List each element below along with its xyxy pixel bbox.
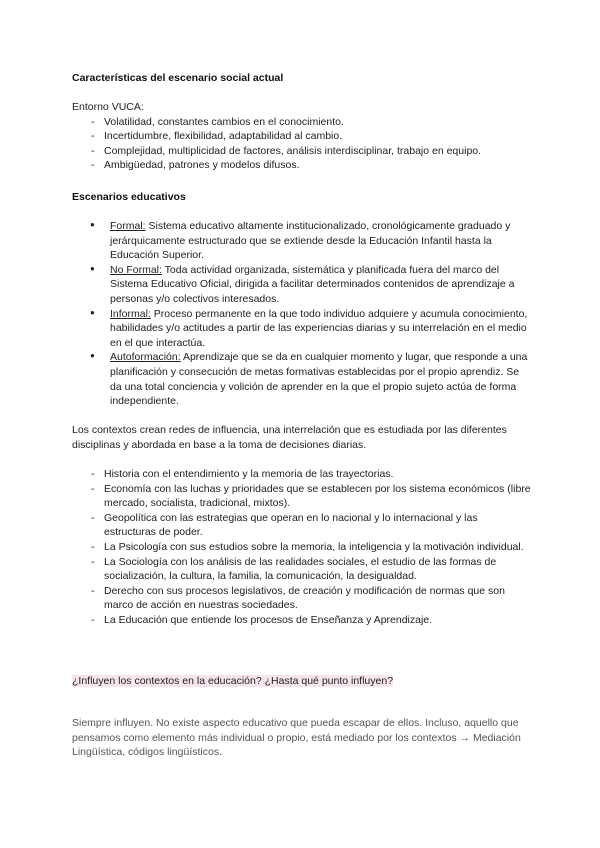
term-label: Autoformación: (110, 351, 181, 364)
list-item: - Derecho con sus procesos legislativos, de creación y modificación de normas que son marco de acción en nuestras sociedades. (72, 584, 532, 613)
term-text: Sistema educativo altamente institucionalizado, cronológicamente graduado y jerárquicamente estructurado que se extiende desde la Educación Infantil hasta la Educación Superior. (110, 220, 511, 262)
list-item (72, 307, 532, 351)
vuca-list (72, 115, 532, 173)
vuca-label: Entorno VUCA: (72, 101, 144, 113)
list-item: - La Sociología con los análisis de las realidades sociales, el estudio de las formas de socialización, la cultura, la familia, la comunicación, la desigualdad. (72, 555, 532, 584)
list-item: - La Educación que entiende los procesos de Enseñanza y Aprendizaje. (72, 613, 532, 628)
escenarios-title: Escenarios educativos (72, 191, 186, 203)
list-item: - Incertidumbre, flexibilidad, adaptabilidad al cambio. (72, 129, 532, 144)
contextos-intro: Los contextos crean redes de influencia, una interrelación que es estudiada por las diferentes disciplinas y abordada en base a la toma de decisiones diarias. (72, 424, 507, 451)
term-label: No Formal: (110, 263, 162, 276)
list-item: - Historia con el entendimiento y la memoria de las trayectorias. (72, 467, 532, 482)
answer-text: Siempre influyen. No existe aspecto educativo que pueda escapar de ellos. Incluso, aquello que pensamos como elemento más individual o propio, está mediado por los contextos → Mediación Lingüística, códigos lingüísticos. (72, 717, 521, 759)
term-text: Aprendizaje que se da en cualquier momento y lugar, que responde a una planificación y consecución de metas formativas establecidas por el propio aprendiz. Se da una total conciencia y volición de aprender en la que el propio sujeto actúa de forma independiente. (110, 351, 528, 408)
list-item (72, 263, 532, 307)
term-text: Proceso permanente en la que todo individuo adquiere y acumula conocimiento, habilidades y/o actitudes a partir de las experiencias diarias y su interrelación en el medio en el que interactúa. (110, 307, 528, 349)
list-item: - Complejidad, multiplicidad de factores, análisis interdisciplinar, trabajo en equipo. (72, 144, 532, 159)
list-item: - La Psicología con sus estudios sobre la memoria, la inteligencia y la motivación individual. (72, 540, 532, 555)
contextos-section (72, 467, 532, 628)
list-item: - Ambigüedad, patrones y modelos difusos. (72, 158, 532, 173)
list-item: - Geopolítica con las estrategias que operan en lo nacional y lo internacional y las estructuras de poder. (72, 511, 532, 540)
escenarios-section (72, 219, 532, 409)
term-label: Formal: (110, 220, 146, 232)
list-item (72, 219, 532, 263)
contextos-list (72, 467, 532, 628)
list-item: - Economía con las luchas y prioridades que se establecen por los sistema económicos (libre mercado, socialista, tradicional, mixtos). (72, 482, 532, 511)
page-title: Características del escenario social actual (72, 72, 284, 84)
list-item: - Volatilidad, constantes cambios en el conocimiento. (72, 115, 532, 130)
term-label: Informal: (110, 307, 151, 320)
list-item (72, 350, 532, 408)
escenarios-list (72, 219, 532, 409)
term-text: Toda actividad organizada, sistemática y planificada fuera del marco del Sistema Educativo Oficial, dirigida a facilitar determinados contenidos de aprendizaje a personas y/o colectivos interesados. (110, 263, 515, 305)
highlighted-question: ¿Influyen los contextos en la educación? ¿Hasta qué punto influyen? (72, 675, 394, 687)
question-block (72, 674, 532, 689)
vuca-section (72, 100, 532, 173)
